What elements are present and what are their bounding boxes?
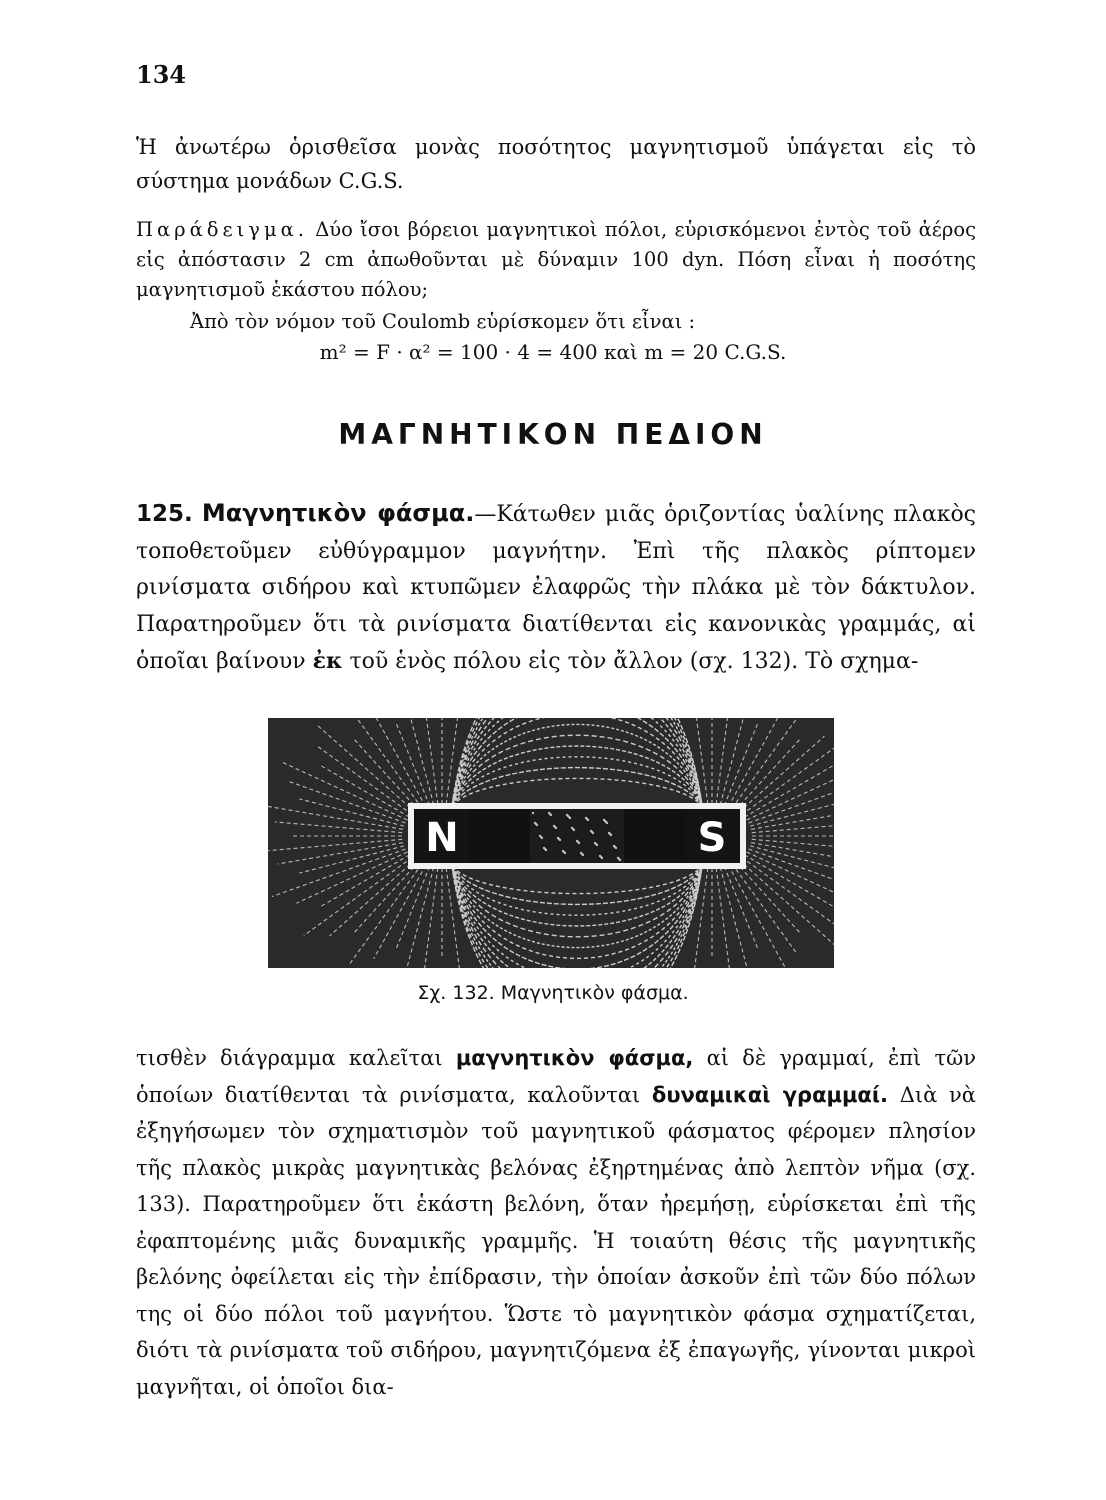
- filing-speck: [580, 852, 582, 854]
- filing-speck: [594, 842, 596, 844]
- filing-speck: [553, 825, 555, 827]
- article-text-d: Διὰ νὰ ἐξηγήσωμεν τὸν σχηματισμὸν τοῦ μαγνητικοῦ φάσματος φέρομεν πλησίον τῆς πλακὸς μικρὰς μαγνητικὰς βελόνας ἐξηρτημένας ἀπὸ λεπτὸν νῆμα (σχ. 133). Παρατηροῦμεν ὅτι ἑκάστη βελόνη, ὅταν ἠρεμήσῃ, εὑρίσκεται ἐπὶ τῆς ἐφαπτομένης μιᾶς δυναμικῆς γραμμῆς. Ἡ τοιαύτη θέσις τῆς μαγνητικῆς βελόνης ὀφείλεται εἰς τὴν ἐπίδρασιν, τὴν ὁποίαν ἀσκοῦν ἐπὶ τῶν δύο πόλων της οἱ δύο πόλοι τοῦ μαγνήτου. Ὥστε τὸ μαγνητικὸν φάσμα σχηματίζεται, διότι τὰ ρινίσματα τοῦ σιδήρου, μαγνητιζόμενα ἐξ ἐπαγωγῆς, γίνονται μικροὶ μαγνῆται, οἱ ὁποῖοι δια-: [136, 1082, 976, 1399]
- south-pole-label: S: [697, 815, 727, 861]
- article-text-b-top: τοῦ ἑνὸς πόλου εἰς τὸν ἄλλον (σχ. 132). Τὸ σχημα-: [342, 649, 919, 674]
- filing-speck: [576, 840, 578, 842]
- filing-speck: [562, 850, 564, 852]
- example-paragraph: [136, 215, 976, 305]
- article-number: 125.: [136, 501, 193, 527]
- page-number: 134: [136, 60, 187, 89]
- article-text-c: αἱ δὲ γραμμαί, ἐπὶ τῶν ὁποίων διατίθενται τὰ ρινίσματα, καλοῦνται: [136, 1046, 976, 1107]
- unit-note-paragraph: Ἡ ἀνωτέρω ὁρισθεῖσα μονὰς ποσότητος μαγνητισμοῦ ὑπάγεται εἰς τὸ σύστημα μονάδων C.G.S.: [136, 135, 976, 193]
- magnetic-spectrum-figure: [268, 718, 834, 968]
- coulomb-paragraph: Ἀπὸ τὸν νόμον τοῦ Coulomb εὑρίσκομεν ὅτι εἶναι :: [190, 310, 696, 333]
- section-heading: ΜΑΓΝΗΤΙΚΟΝ ΠΕΔΙΟΝ: [338, 418, 768, 451]
- filing-speck: [543, 847, 545, 849]
- figure-caption: Σχ. 132. Μαγνητικὸν φάσμα.: [417, 982, 689, 1004]
- article-text-b-tail: τισθὲν διάγραμμα καλεῖται: [136, 1046, 456, 1070]
- example-label: Παράδειγμα.: [136, 218, 308, 241]
- article-text-a: —Κάτωθεν μιᾶς ὁριζοντίας ὑαλίνης πλακὸς τοποθετοῦμεν εὐθύγραμμον μαγνήτην. Ἐπὶ τῆς πλακὸς ρίπτομεν ρινίσματα σιδήρου καὶ κτυπῶμεν ἐλαφρῶς τὴν πλάκα μὲ τὸν δάκτυλον. Παρατηροῦμεν ὅτι τὰ ρινίσματα διατίθενται εἰς κανονικὰς γραμμάς, αἱ ὁποῖαι βαίνουν: [136, 502, 976, 674]
- article-paragraph-bottom: [136, 1040, 976, 1405]
- filing-speck: [599, 855, 601, 857]
- equation: m² = F · α² = 100 · 4 = 400 καὶ m = 20 C.G.S.: [319, 340, 787, 364]
- article-paragraph-top: [136, 495, 976, 680]
- filing-speck: [590, 830, 592, 832]
- north-pole-label: N: [425, 815, 459, 861]
- filing-speck: [603, 819, 605, 821]
- filing-speck: [613, 845, 615, 847]
- article-title: Μαγνητικὸν φάσμα.: [201, 499, 475, 527]
- filing-speck: [557, 837, 559, 839]
- filing-speck: [608, 832, 610, 834]
- article-text-ek: ἐκ: [312, 648, 343, 674]
- term-field-lines: δυναμικαὶ γραμμαί.: [651, 1082, 889, 1107]
- filing-speck: [532, 812, 534, 814]
- filing-speck: [585, 817, 587, 819]
- filing-speck: [571, 827, 573, 829]
- filing-speck: [566, 814, 568, 816]
- filing-speck: [539, 835, 541, 837]
- filing-speck: [548, 812, 550, 814]
- filing-speck: [617, 857, 619, 859]
- example-text: Δύο ἴσοι βόρειοι μαγνητικοὶ πόλοι, εὑρισκόμενοι ἐντὸς τοῦ ἀέρος εἰς ἀπόστασιν 2 cm ἀπωθοῦνται μὲ δύναμιν 100 dyn. Πόση εἶναι ἡ ποσότης μαγνητισμοῦ ἑκάστου πόλου;: [136, 218, 976, 301]
- term-magnetic-spectrum: μαγνητικὸν φάσμα,: [455, 1046, 694, 1070]
- filing-speck: [534, 822, 536, 824]
